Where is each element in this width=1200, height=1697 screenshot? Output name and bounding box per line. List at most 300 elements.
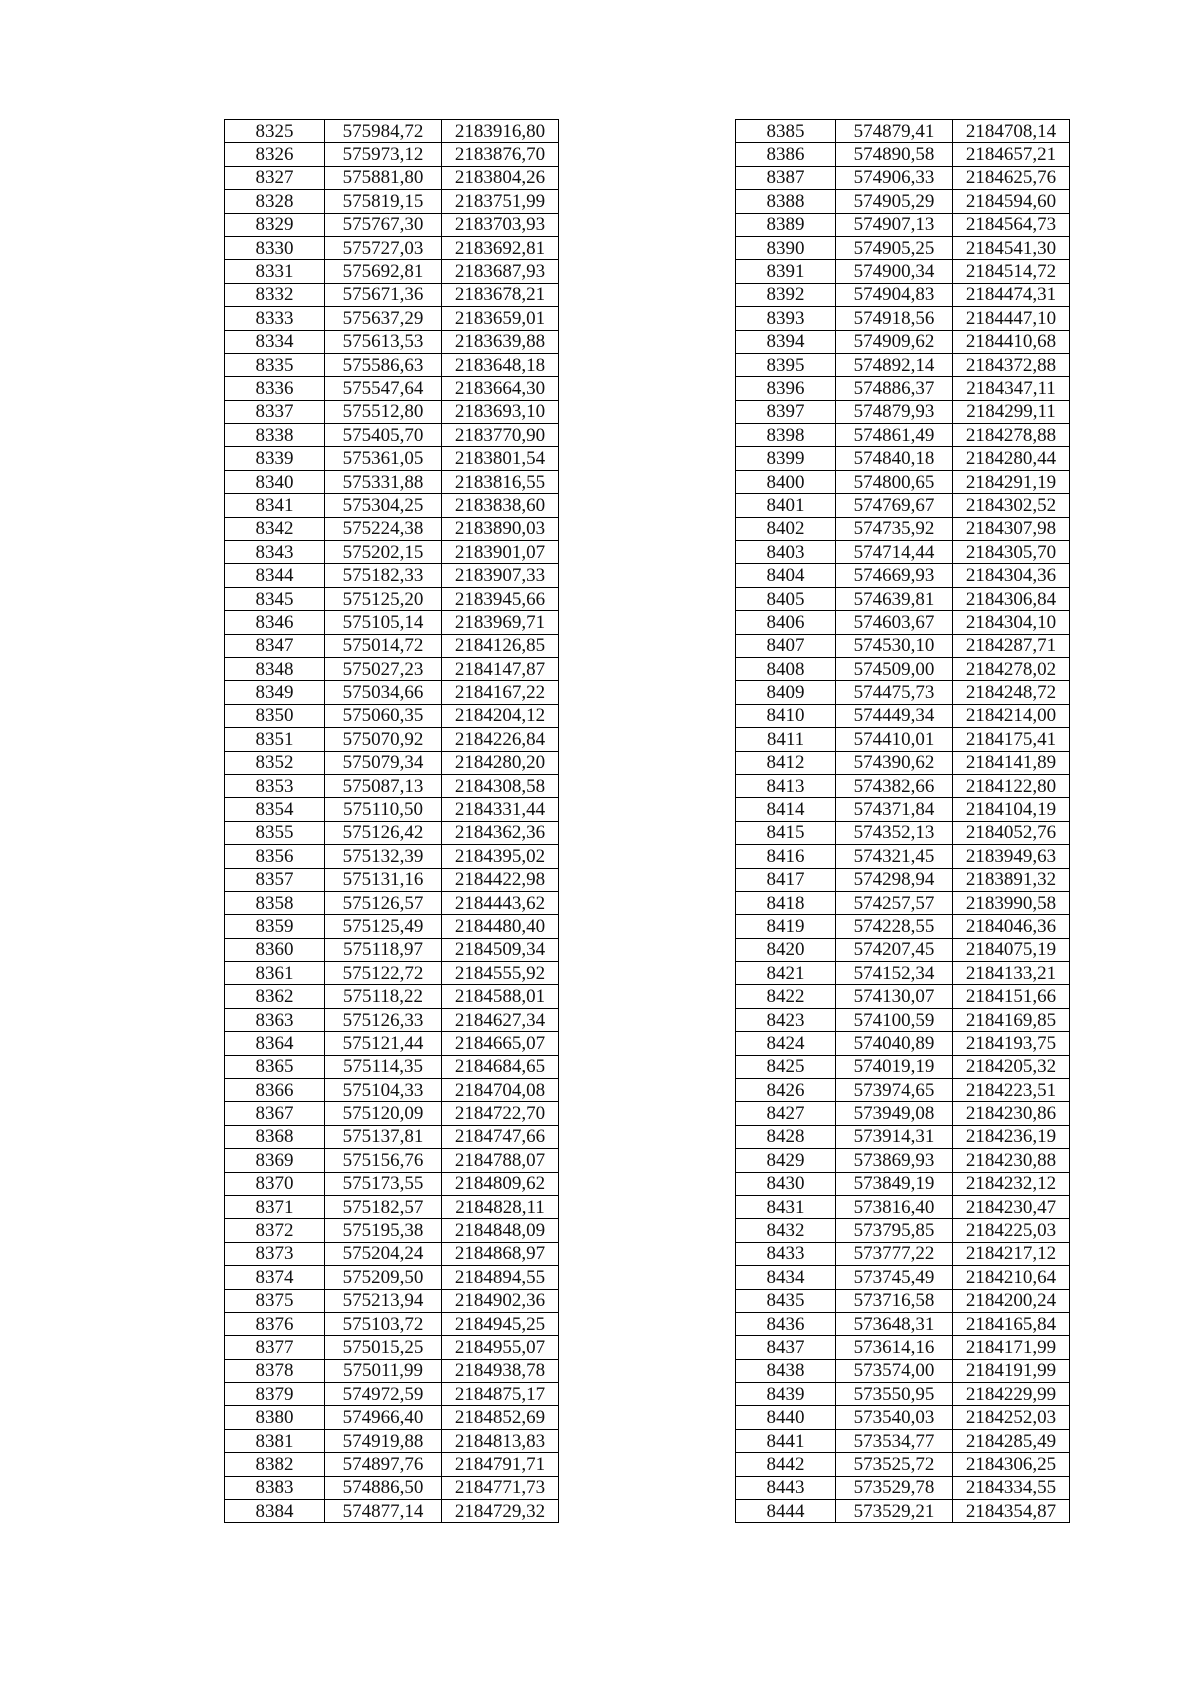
y-coordinate-cell: 2184828,11 [442,1195,559,1218]
point-number-cell: 8428 [736,1125,836,1148]
y-coordinate-cell: 2184287,71 [953,634,1070,657]
coordinates-table-right [735,119,1070,1523]
point-number-cell: 8402 [736,517,836,540]
x-coordinate-cell: 574892,14 [836,353,953,376]
y-coordinate-cell: 2183648,18 [442,353,559,376]
table-row [736,166,1070,189]
y-coordinate-cell: 2184210,64 [953,1266,1070,1289]
table-row [225,517,559,540]
y-coordinate-cell: 2184362,36 [442,821,559,844]
table-row [225,962,559,985]
table-row [736,587,1070,610]
point-number-cell: 8369 [225,1149,325,1172]
point-number-cell: 8443 [736,1476,836,1499]
table-row [736,120,1070,143]
x-coordinate-cell: 575126,57 [325,891,442,914]
x-coordinate-cell: 574390,62 [836,751,953,774]
y-coordinate-cell: 2184147,87 [442,657,559,680]
y-coordinate-cell: 2184304,36 [953,564,1070,587]
x-coordinate-cell: 574800,65 [836,470,953,493]
point-number-cell: 8412 [736,751,836,774]
x-coordinate-cell: 574886,50 [325,1476,442,1499]
x-coordinate-cell: 574509,00 [836,657,953,680]
y-coordinate-cell: 2183876,70 [442,143,559,166]
y-coordinate-cell: 2184299,11 [953,400,1070,423]
x-coordinate-cell: 575015,25 [325,1336,442,1359]
x-coordinate-cell: 574603,67 [836,611,953,634]
table-row [736,1079,1070,1102]
y-coordinate-cell: 2184704,08 [442,1079,559,1102]
y-coordinate-cell: 2184165,84 [953,1312,1070,1335]
x-coordinate-cell: 575881,80 [325,166,442,189]
y-coordinate-cell: 2184230,88 [953,1149,1070,1172]
x-coordinate-cell: 574919,88 [325,1429,442,1452]
y-coordinate-cell: 2184331,44 [442,798,559,821]
x-coordinate-cell: 575204,24 [325,1242,442,1265]
table-row [736,1102,1070,1125]
y-coordinate-cell: 2184169,85 [953,1008,1070,1031]
x-coordinate-cell: 573550,95 [836,1383,953,1406]
point-number-cell: 8429 [736,1149,836,1172]
table-row [736,751,1070,774]
x-coordinate-cell: 575973,12 [325,143,442,166]
point-number-cell: 8440 [736,1406,836,1429]
point-number-cell: 8336 [225,377,325,400]
x-coordinate-cell: 574918,56 [836,307,953,330]
y-coordinate-cell: 2184151,66 [953,985,1070,1008]
x-coordinate-cell: 575586,63 [325,353,442,376]
point-number-cell: 8327 [225,166,325,189]
y-coordinate-cell: 2184302,52 [953,494,1070,517]
table-row [736,447,1070,470]
point-number-cell: 8394 [736,330,836,353]
x-coordinate-cell: 575727,03 [325,236,442,259]
x-coordinate-cell: 575121,44 [325,1032,442,1055]
table-body-left [225,120,559,1523]
point-number-cell: 8405 [736,587,836,610]
x-coordinate-cell: 574530,10 [836,634,953,657]
y-coordinate-cell: 2184868,97 [442,1242,559,1265]
point-number-cell: 8401 [736,494,836,517]
table-row [736,377,1070,400]
y-coordinate-cell: 2184395,02 [442,845,559,868]
point-number-cell: 8409 [736,681,836,704]
table-row [225,611,559,634]
x-coordinate-cell: 573525,72 [836,1453,953,1476]
table-row [225,657,559,680]
x-coordinate-cell: 574769,67 [836,494,953,517]
y-coordinate-cell: 2183816,55 [442,470,559,493]
y-coordinate-cell: 2184334,55 [953,1476,1070,1499]
y-coordinate-cell: 2184232,12 [953,1172,1070,1195]
x-coordinate-cell: 575126,33 [325,1008,442,1031]
table-row [225,213,559,236]
y-coordinate-cell: 2183751,99 [442,190,559,213]
point-number-cell: 8387 [736,166,836,189]
point-number-cell: 8374 [225,1266,325,1289]
x-coordinate-cell: 575613,53 [325,330,442,353]
table-row [225,470,559,493]
point-number-cell: 8381 [225,1429,325,1452]
y-coordinate-cell: 2184410,68 [953,330,1070,353]
point-number-cell: 8390 [736,236,836,259]
y-coordinate-cell: 2184252,03 [953,1406,1070,1429]
y-coordinate-cell: 2184126,85 [442,634,559,657]
x-coordinate-cell: 574972,59 [325,1383,442,1406]
table-row [736,1125,1070,1148]
point-number-cell: 8344 [225,564,325,587]
x-coordinate-cell: 574879,93 [836,400,953,423]
point-number-cell: 8384 [225,1500,325,1523]
table-row [736,821,1070,844]
y-coordinate-cell: 2184443,62 [442,891,559,914]
point-number-cell: 8444 [736,1500,836,1523]
x-coordinate-cell: 573540,03 [836,1406,953,1429]
y-coordinate-cell: 2183801,54 [442,447,559,470]
point-number-cell: 8350 [225,704,325,727]
y-coordinate-cell: 2183990,58 [953,891,1070,914]
point-number-cell: 8326 [225,143,325,166]
x-coordinate-cell: 573745,49 [836,1266,953,1289]
table-row [736,1406,1070,1429]
point-number-cell: 8413 [736,774,836,797]
y-coordinate-cell: 2184902,36 [442,1289,559,1312]
x-coordinate-cell: 573574,00 [836,1359,953,1382]
y-coordinate-cell: 2184625,76 [953,166,1070,189]
x-coordinate-cell: 575182,57 [325,1195,442,1218]
x-coordinate-cell: 575671,36 [325,283,442,306]
x-coordinate-cell: 573869,93 [836,1149,953,1172]
table-row [736,1008,1070,1031]
y-coordinate-cell: 2184955,07 [442,1336,559,1359]
y-coordinate-cell: 2184306,25 [953,1453,1070,1476]
y-coordinate-cell: 2184791,71 [442,1453,559,1476]
table-row [736,1032,1070,1055]
x-coordinate-cell: 573974,65 [836,1079,953,1102]
y-coordinate-cell: 2184167,22 [442,681,559,704]
point-number-cell: 8416 [736,845,836,868]
point-number-cell: 8400 [736,470,836,493]
point-number-cell: 8403 [736,541,836,564]
y-coordinate-cell: 2184248,72 [953,681,1070,704]
y-coordinate-cell: 2184141,89 [953,751,1070,774]
x-coordinate-cell: 575103,72 [325,1312,442,1335]
x-coordinate-cell: 574905,29 [836,190,953,213]
x-coordinate-cell: 574639,81 [836,587,953,610]
table-row [736,798,1070,821]
x-coordinate-cell: 574130,07 [836,985,953,1008]
table-row [736,260,1070,283]
x-coordinate-cell: 574907,13 [836,213,953,236]
point-number-cell: 8362 [225,985,325,1008]
y-coordinate-cell: 2184305,70 [953,541,1070,564]
table-row [225,868,559,891]
table-row [225,891,559,914]
table-row [225,377,559,400]
table-row [225,541,559,564]
table-row [225,1172,559,1195]
x-coordinate-cell: 574861,49 [836,424,953,447]
table-row [736,634,1070,657]
y-coordinate-cell: 2184278,02 [953,657,1070,680]
y-coordinate-cell: 2183659,01 [442,307,559,330]
x-coordinate-cell: 574410,01 [836,728,953,751]
y-coordinate-cell: 2183693,10 [442,400,559,423]
table-row [736,1055,1070,1078]
table-row [225,751,559,774]
y-coordinate-cell: 2184747,66 [442,1125,559,1148]
y-coordinate-cell: 2184217,12 [953,1242,1070,1265]
point-number-cell: 8333 [225,307,325,330]
point-number-cell: 8420 [736,938,836,961]
y-coordinate-cell: 2183916,80 [442,120,559,143]
table-row [736,1453,1070,1476]
table-row [736,657,1070,680]
x-coordinate-cell: 575027,23 [325,657,442,680]
table-row [736,143,1070,166]
y-coordinate-cell: 2184280,20 [442,751,559,774]
table-row [225,1055,559,1078]
point-number-cell: 8363 [225,1008,325,1031]
table-row [225,1383,559,1406]
point-number-cell: 8349 [225,681,325,704]
point-number-cell: 8407 [736,634,836,657]
table-row [225,564,559,587]
point-number-cell: 8380 [225,1406,325,1429]
point-number-cell: 8360 [225,938,325,961]
y-coordinate-cell: 2183664,30 [442,377,559,400]
table-row [225,728,559,751]
x-coordinate-cell: 574886,37 [836,377,953,400]
y-coordinate-cell: 2184813,83 [442,1429,559,1452]
y-coordinate-cell: 2184875,17 [442,1383,559,1406]
x-coordinate-cell: 574906,33 [836,166,953,189]
point-number-cell: 8365 [225,1055,325,1078]
y-coordinate-cell: 2184509,34 [442,938,559,961]
x-coordinate-cell: 573795,85 [836,1219,953,1242]
table-row [225,353,559,376]
point-number-cell: 8340 [225,470,325,493]
point-number-cell: 8372 [225,1219,325,1242]
table-row [736,424,1070,447]
y-coordinate-cell: 2184514,72 [953,260,1070,283]
x-coordinate-cell: 575125,20 [325,587,442,610]
x-coordinate-cell: 573529,78 [836,1476,953,1499]
table-row [225,845,559,868]
y-coordinate-cell: 2184133,21 [953,962,1070,985]
x-coordinate-cell: 575034,66 [325,681,442,704]
point-number-cell: 8354 [225,798,325,821]
x-coordinate-cell: 575118,97 [325,938,442,961]
table-row [736,1359,1070,1382]
table-row [225,1266,559,1289]
point-number-cell: 8434 [736,1266,836,1289]
coordinates-table-left [224,119,559,1523]
x-coordinate-cell: 573529,21 [836,1500,953,1523]
x-coordinate-cell: 575110,50 [325,798,442,821]
x-coordinate-cell: 574669,93 [836,564,953,587]
point-number-cell: 8391 [736,260,836,283]
table-row [225,1359,559,1382]
table-row [736,283,1070,306]
point-number-cell: 8335 [225,353,325,376]
point-number-cell: 8338 [225,424,325,447]
x-coordinate-cell: 574900,34 [836,260,953,283]
table-row [225,1032,559,1055]
y-coordinate-cell: 2184684,65 [442,1055,559,1078]
table-row [225,307,559,330]
table-row [736,494,1070,517]
table-row [736,1149,1070,1172]
x-coordinate-cell: 575512,80 [325,400,442,423]
x-coordinate-cell: 575224,38 [325,517,442,540]
point-number-cell: 8386 [736,143,836,166]
point-number-cell: 8358 [225,891,325,914]
point-number-cell: 8431 [736,1195,836,1218]
x-coordinate-cell: 575692,81 [325,260,442,283]
table-row [225,424,559,447]
x-coordinate-cell: 575304,25 [325,494,442,517]
point-number-cell: 8348 [225,657,325,680]
point-number-cell: 8425 [736,1055,836,1078]
y-coordinate-cell: 2184229,99 [953,1383,1070,1406]
x-coordinate-cell: 574321,45 [836,845,953,868]
y-coordinate-cell: 2184480,40 [442,915,559,938]
table-row [225,1195,559,1218]
table-row [225,1149,559,1172]
y-coordinate-cell: 2184204,12 [442,704,559,727]
y-coordinate-cell: 2184657,21 [953,143,1070,166]
table-row [225,1453,559,1476]
y-coordinate-cell: 2184447,10 [953,307,1070,330]
point-number-cell: 8410 [736,704,836,727]
y-coordinate-cell: 2184354,87 [953,1500,1070,1523]
x-coordinate-cell: 573849,19 [836,1172,953,1195]
table-row [225,494,559,517]
point-number-cell: 8345 [225,587,325,610]
table-row [736,213,1070,236]
table-row [736,1476,1070,1499]
y-coordinate-cell: 2184193,75 [953,1032,1070,1055]
y-coordinate-cell: 2184304,10 [953,611,1070,634]
x-coordinate-cell: 574228,55 [836,915,953,938]
point-number-cell: 8398 [736,424,836,447]
y-coordinate-cell: 2184122,80 [953,774,1070,797]
x-coordinate-cell: 575767,30 [325,213,442,236]
point-number-cell: 8426 [736,1079,836,1102]
point-number-cell: 8376 [225,1312,325,1335]
table-row [225,1406,559,1429]
x-coordinate-cell: 575213,94 [325,1289,442,1312]
x-coordinate-cell: 574382,66 [836,774,953,797]
x-coordinate-cell: 574840,18 [836,447,953,470]
x-coordinate-cell: 575819,15 [325,190,442,213]
x-coordinate-cell: 575104,33 [325,1079,442,1102]
table-row [225,1008,559,1031]
x-coordinate-cell: 574449,34 [836,704,953,727]
point-number-cell: 8368 [225,1125,325,1148]
y-coordinate-cell: 2184052,76 [953,821,1070,844]
x-coordinate-cell: 573648,31 [836,1312,953,1335]
y-coordinate-cell: 2184708,14 [953,120,1070,143]
point-number-cell: 8411 [736,728,836,751]
table-row [736,1500,1070,1523]
point-number-cell: 8355 [225,821,325,844]
table-row [736,1336,1070,1359]
x-coordinate-cell: 575405,70 [325,424,442,447]
x-coordinate-cell: 575132,39 [325,845,442,868]
x-coordinate-cell: 573534,77 [836,1429,953,1452]
y-coordinate-cell: 2184191,99 [953,1359,1070,1382]
table-row [225,1102,559,1125]
x-coordinate-cell: 575087,13 [325,774,442,797]
point-number-cell: 8339 [225,447,325,470]
point-number-cell: 8382 [225,1453,325,1476]
table-row [736,938,1070,961]
y-coordinate-cell: 2184175,41 [953,728,1070,751]
point-number-cell: 8370 [225,1172,325,1195]
x-coordinate-cell: 574352,13 [836,821,953,844]
point-number-cell: 8364 [225,1032,325,1055]
table-row [736,190,1070,213]
y-coordinate-cell: 2184278,88 [953,424,1070,447]
point-number-cell: 8392 [736,283,836,306]
x-coordinate-cell: 574298,94 [836,868,953,891]
table-row [736,517,1070,540]
table-row [225,166,559,189]
x-coordinate-cell: 574152,34 [836,962,953,985]
x-coordinate-cell: 574735,92 [836,517,953,540]
table-row [225,1312,559,1335]
point-number-cell: 8430 [736,1172,836,1195]
y-coordinate-cell: 2183770,90 [442,424,559,447]
y-coordinate-cell: 2184788,07 [442,1149,559,1172]
x-coordinate-cell: 575195,38 [325,1219,442,1242]
x-coordinate-cell: 575182,33 [325,564,442,587]
x-coordinate-cell: 574475,73 [836,681,953,704]
point-number-cell: 8325 [225,120,325,143]
x-coordinate-cell: 575011,99 [325,1359,442,1382]
table-row [736,236,1070,259]
y-coordinate-cell: 2184236,19 [953,1125,1070,1148]
table-row [225,704,559,727]
x-coordinate-cell: 575122,72 [325,962,442,985]
point-number-cell: 8383 [225,1476,325,1499]
table-row [736,681,1070,704]
x-coordinate-cell: 573949,08 [836,1102,953,1125]
table-row [225,821,559,844]
point-number-cell: 8367 [225,1102,325,1125]
x-coordinate-cell: 574904,83 [836,283,953,306]
table-row [736,1195,1070,1218]
x-coordinate-cell: 575114,35 [325,1055,442,1078]
point-number-cell: 8396 [736,377,836,400]
x-coordinate-cell: 575173,55 [325,1172,442,1195]
table-row [736,541,1070,564]
table-row [225,774,559,797]
table-row [225,190,559,213]
x-coordinate-cell: 575331,88 [325,470,442,493]
table-row [225,260,559,283]
y-coordinate-cell: 2184422,98 [442,868,559,891]
y-coordinate-cell: 2184555,92 [442,962,559,985]
y-coordinate-cell: 2184285,49 [953,1429,1070,1452]
point-number-cell: 8388 [736,190,836,213]
point-number-cell: 8356 [225,845,325,868]
table-row [225,143,559,166]
y-coordinate-cell: 2184171,99 [953,1336,1070,1359]
point-number-cell: 8399 [736,447,836,470]
